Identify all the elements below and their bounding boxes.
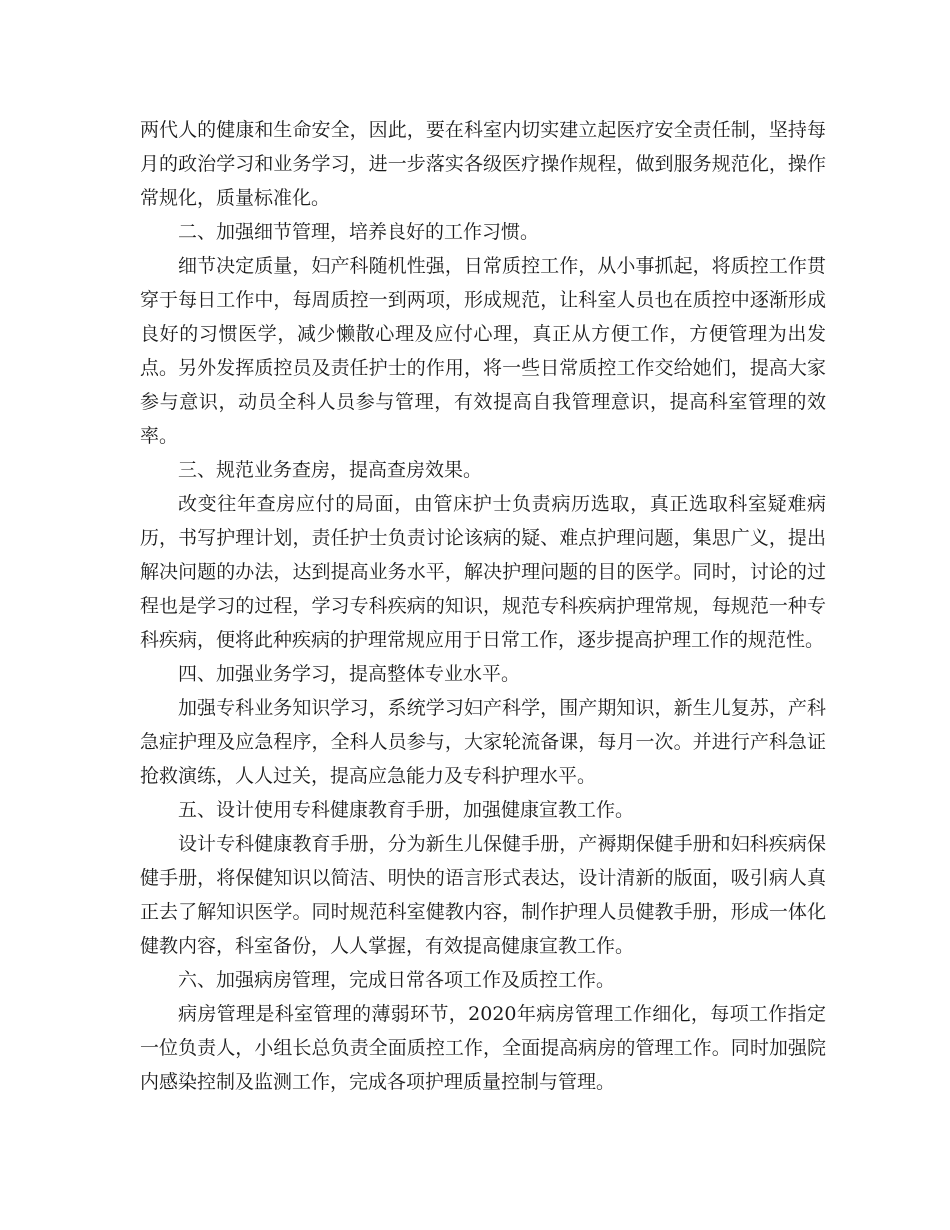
paragraph: 细节决定质量，妇产科随机性强，日常质控工作，从小事抓起，将质控工作贯穿于每日工作中，每周质控一到两项，形成规范，让科室人员也在质控中逐渐形成良好的习惯医学，减少懒散心理及应付心理，真正从方便工作，方便管理为出发点。另外发挥质控员及责任护士的作用，将一些日常质控工作交给她们，提高大家参与意识，动员全科人员参与管理，有效提高自我管理意识，提高科室管理的效率。 [140,255,826,447]
paragraph: 病房管理是科室管理的薄弱环节，2020年病房管理工作细化，每项工作指定一位负责人，小组长总负责全面质控工作，全面提高病房的管理工作。同时加强院内感染控制及监测工作，完成各项护理质量控制与管理。 [140,1003,826,1093]
paragraph-continuation: 两代人的健康和生命安全，因此，要在科室内切实建立起医疗安全责任制，坚持每月的政治学习和业务学习，进一步落实各级医疗操作规程，做到服务规范化，操作常规化，质量标准化。 [140,119,826,209]
paragraph: 加强专科业务知识学习，系统学习妇产科学，围产期知识，新生儿复苏，产科急症护理及应急程序，全科人员参与，大家轮流备课，每月一次。并进行产科急证抢救演练，人人过关，提高应急能力及专科护理水平。 [140,697,826,787]
paragraph: 改变往年查房应付的局面，由管床护士负责病历选取，真正选取科室疑难病历，书写护理计划，责任护士负责讨论该病的疑、难点护理问题，集思广义，提出解决问题的办法，达到提高业务水平，解决护理问题的目的医学。同时，讨论的过程也是学习的过程，学习专科疾病的知识，规范专科疾病护理常规，每规范一种专科疾病，便将此种疾病的护理常规应用于日常工作，逐步提高护理工作的规范性。 [140,493,826,651]
section-heading-3: 三、规范业务查房，提高查房效果。 [178,459,483,481]
paragraph: 设计专科健康教育手册，分为新生儿保健手册，产褥期保健手册和妇科疾病保健手册，将保健知识以简洁、明快的语言形式表达，设计清新的版面，吸引病人真正去了解知识医学。同时规范科室健教内容，制作护理人员健教手册，形成一体化健教内容，科室备份，人人掌握，有效提高健康宣教工作。 [140,833,826,957]
section-heading-6: 六、加强病房管理，完成日常各项工作及质控工作。 [178,969,616,991]
document-body [140,113,826,1099]
section-heading-4: 四、加强业务学习，提高整体专业水平。 [178,663,521,685]
section-heading-5: 五、设计使用专科健康教育手册，加强健康宣教工作。 [178,799,635,821]
section-heading-2: 二、加强细节管理，培养良好的工作习惯。 [178,221,540,243]
